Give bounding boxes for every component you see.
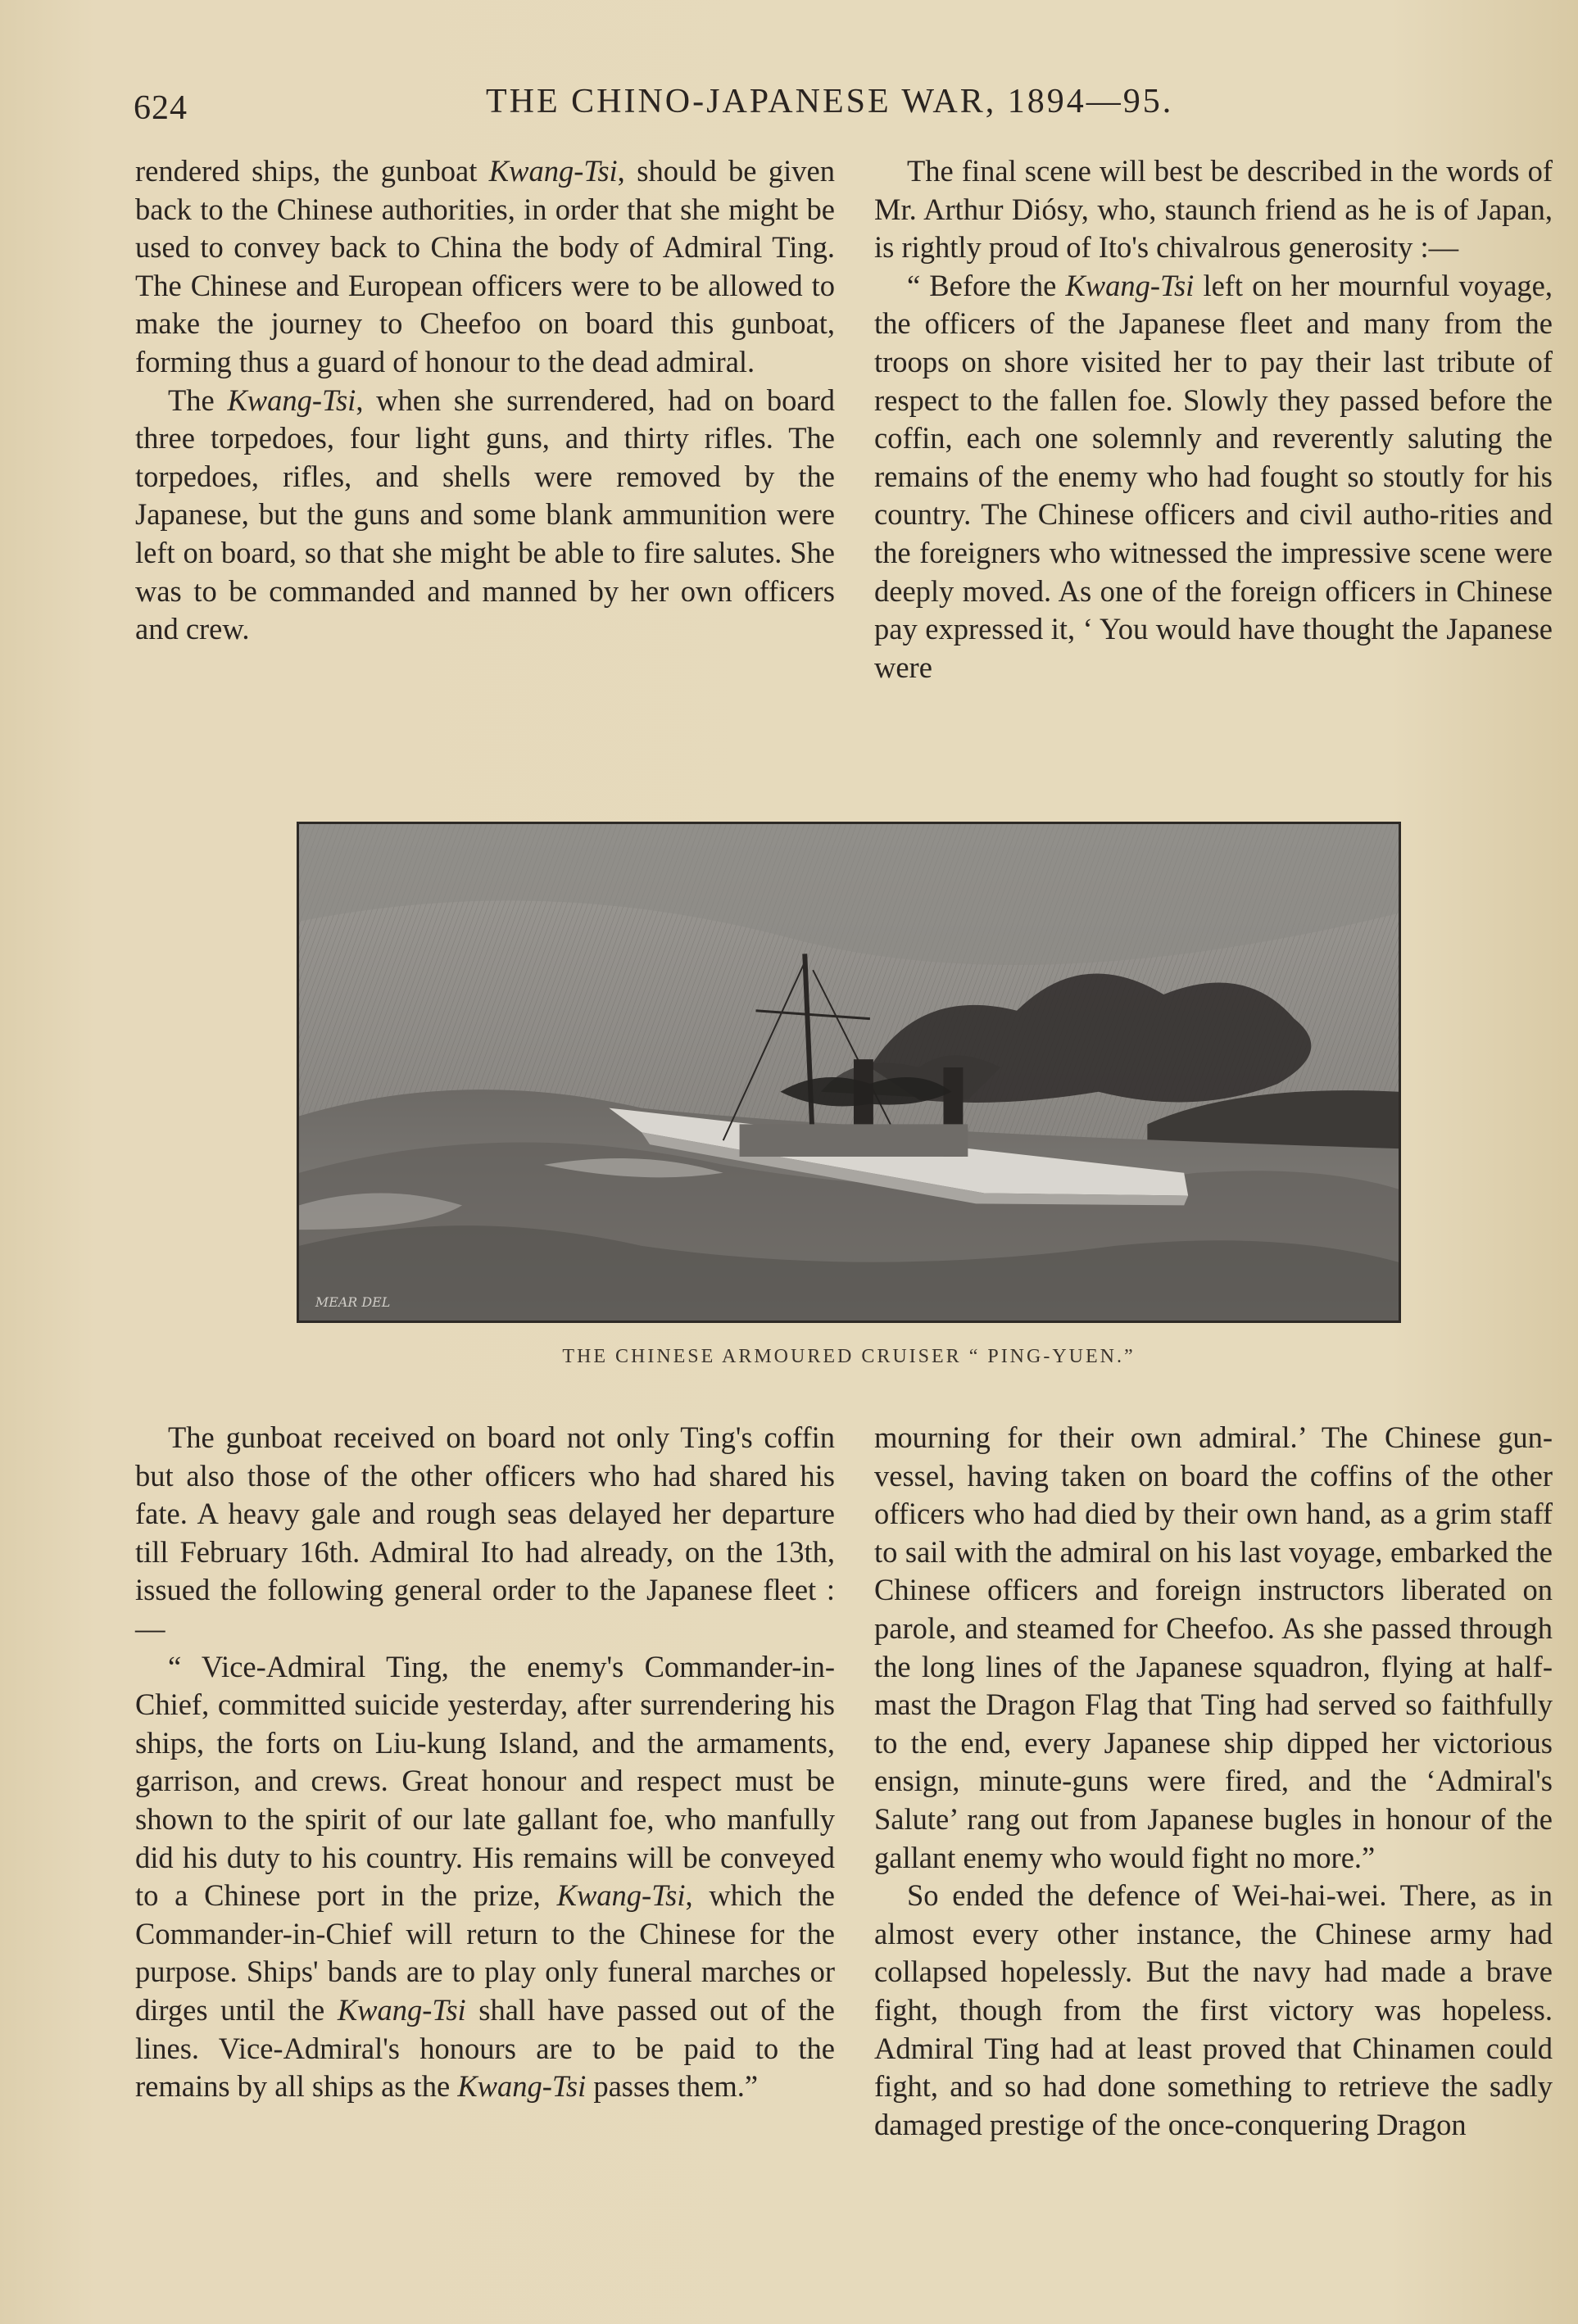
paragraph: “ Vice-Admiral Ting, the enemy's Commander-in-Chief, committed suicide yesterday, after surrendering his ships, the forts on Liu-kung Island, and the armaments, garrison, and crews. Great honour and respect must be shown to the spirit of our late gallant foe, who manfully did his duty to his country. His remains will be conveyed to a Chinese port in the prize, Kwang-Tsi, which the Commander-in-Chief will return to the Chinese for the purpose. Ships' bands are to play only funeral marches or dirges until the Kwang-Tsi shall have passed out of the lines. Vice-Admiral's honours are to be paid to the remains by all ships as the Kwang-Tsi passes them.” [135,1649,835,2104]
column-top-right [874,152,1553,686]
paragraph: The Kwang-Tsi, when she surrendered, had on board three torpedoes, four light guns, and thirty rifles. The torpedoes, rifles, and shells were removed by the Japanese, but the guns and some blank ammunition were left on board, so that she might be able to fire salutes. She was to be commanded and manned by her own officers and crew. [135,383,835,646]
figure-caption: THE CHINESE ARMOURED CRUISER “ PING-YUEN.” [562,1346,1136,1367]
column-bottom-left [135,1419,835,2106]
paragraph: The final scene will best be described in the words of Mr. Arthur Diósy, who, staunch friend as he is of Japan, is rightly proud of Ito's chivalrous generosity :— [874,154,1553,265]
cruiser-engraving [299,824,1399,1321]
engraver-signature: MEAR DEL [315,1294,391,1311]
column-bottom-right [874,1419,1553,2144]
column-top-left [135,152,835,649]
paragraph: mourning for their own admiral.’ The Chinese gun-vessel, having taken on board the coffins of the other officers who had died by their own hand, as a grim staff to sail with the admiral on his last voyage, embarked the Chinese officers and foreign instructors liberated on parole, and steamed for Cheefoo. As she passed through the long lines of the Japanese squadron, flying at half-mast the Dragon Flag that Ting had served so faithfully to the end, every Japanese ship dipped her victorious ensign, minute-guns were fired, and the ‘Admiral's Salute’ rang out from Japanese bugles in honour of the gallant enemy who would fight no more.” [874,1420,1553,1874]
paragraph: rendered ships, the gunboat Kwang-Tsi, should be given back to the Chinese authorities, in order that she might be used to convey back to China the body of Admiral Ting. The Chinese and European officers were to be allowed to make the journey to Cheefoo on board this gunboat, forming thus a guard of honour to the dead admiral. [135,154,835,378]
ship-illustration [297,822,1401,1323]
running-title: THE CHINO-JAPANESE WAR, 1894—95. [486,83,1174,120]
page-number: 624 [134,89,188,127]
page-header [134,82,1231,131]
paragraph: So ended the defence of Wei-hai-wei. There, as in almost every other instance, the Chinese army had collapsed hopelessly. But the navy had made a brave fight, though from the first victory was hopeless. Admiral Ting had at least proved that Chinamen could fight, and so had done something to retrieve the sadly damaged prestige of the once-conquering Dragon [874,1878,1553,2141]
paragraph: The gunboat received on board not only Ting's coffin but also those of the other officers who had shared his fate. A heavy gale and rough seas delayed her departure till February 16th. Admiral Ito had already, on the 13th, issued the following general order to the Japanese fleet :— [135,1420,835,1645]
paragraph: “ Before the Kwang-Tsi left on her mournful voyage, the officers of the Japanese fleet and many from the troops on shore visited her to pay their last tribute of respect to the fallen foe. Slowly they passed before the coffin, each one solemnly and reverently saluting the remains of the enemy who had fought so stoutly for his country. The Chinese officers and civil autho-rities and the foreigners who witnessed the impressive scene were deeply moved. As one of the foreign officers in Chinese pay expressed it, ‘ You would have thought the Japanese were [874,268,1553,684]
